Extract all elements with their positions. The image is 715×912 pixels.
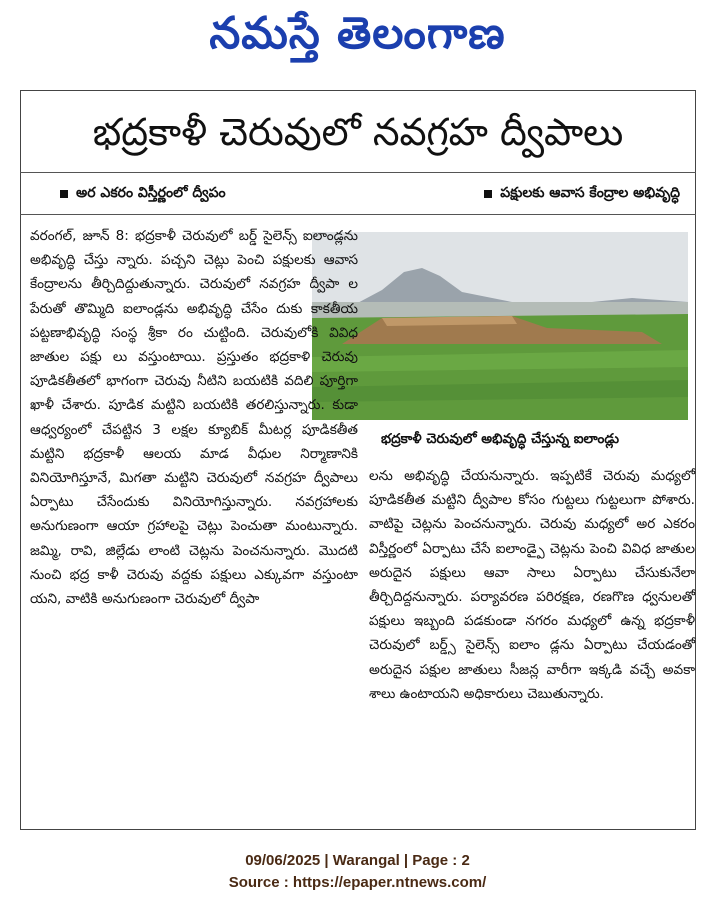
subheads bbox=[60, 180, 680, 208]
subhead-text: పక్షులకు ఆవాస కేంద్రాల అభివృద్ధి bbox=[500, 184, 680, 201]
lake-island-photo bbox=[312, 232, 688, 420]
photo-caption: భద్రకాళీ చెరువులో అభివృద్ధి చేస్తున్న ఐలాండ్లు bbox=[380, 430, 620, 447]
footer-date-edition: 09/06/2025 | Warangal | Page : 2 bbox=[245, 852, 470, 869]
article-column-1 bbox=[30, 224, 358, 611]
subhead-text: అర ఎకరం విస్తీర్ణంలో ద్వీపం bbox=[76, 184, 226, 201]
article-photo bbox=[312, 232, 688, 420]
subhead-divider bbox=[20, 214, 696, 215]
headline: భద్రకాళీ చెరువులో నవగ్రహ ద్వీపాలు bbox=[92, 110, 624, 154]
article-paragraph: వరంగల్, జూన్ 8: భద్రకాళీ చెరువులో బర్డ్ సైలెన్స్ ఐలాండ్లను అభివృద్ధి చేస్తు న్నారు. పచ్చని చెట్లు పెంచి పక్షులకు ఆవాస కేంద్రాలను తీర్చిదిద్దుతున్నారు. చెరువులో నవగ్రహ ద్వీపా ల పేరుతో తొమ్మిది ఐలాండ్లను అభివృద్ధి చేసేం దుకు కాకతీయ పట్టణాభివృద్ధి సంస్థ శ్రీకా రం చుట్టింది. చెరువులోకి వివిధ జాతుల పక్షు లు వస్తుంటాయి. ప్రస్తుతం భద్రకాళి చెరువు పూడికతీతలో భాగంగా చెరువు నీటిని బయటికి వదిలి పూర్తిగా ఖాళీ చేశారు. పూడిక మట్టిని బయటికి తరలిస్తున్నారు. కుడా ఆధ్వర్యంలో చేపట్టిన 3 లక్షల క్యూబిక్ మీటర్ల పూడికతీత మట్టిని భద్రకాళీ ఆలయ మాడ వీధుల నిర్మాణానికి వినియోగిస్తూనే, మిగతా మట్టిని చెరువులో నవగ్రహ ద్వీపాలు ఏర్పాటు చేసేందుకు వినియోగిస్తున్నారు. నవగ్రహాలకు అనుగుణంగా ఆయా గ్రహాలపై చెట్లు పెంచుతా మంటున్నారు. జమ్మి, రావి, జిల్లేడు లాంటి చెట్లను పెంచనున్నారు. మొదటి నుంచి భద్ర కాళీ చెరువు వద్దకు పక్షులు ఎక్కువగా వస్తుంటా యని, వాటికి అనుగుణంగా చెరువులో ద్వీపా bbox=[30, 228, 358, 608]
square-bullet-icon bbox=[60, 190, 68, 198]
square-bullet-icon bbox=[484, 190, 492, 198]
masthead: నమస్తే తెలంగాణ bbox=[209, 8, 506, 59]
headline-divider bbox=[20, 172, 696, 173]
subhead-1 bbox=[60, 185, 226, 204]
footer-source: Source : https://epaper.ntnews.com/ bbox=[228, 874, 487, 891]
article-paragraph: లను అభివృద్ధి చేయనున్నారు. ఇప్పటికే చెరువు మధ్యలో పూడికతీత మట్టిని ద్వీపాల కోసం గుట్టలు గుట్టలుగా పోశారు. వాటిపై చెట్లను పెంచనున్నారు. చెరువు మధ్యలో అర ఎకరం విస్తీర్ణంలో ఏర్పాటు చేసే ఐలాండ్పై చెట్లను పెంచి వివిధ జాతుల అరుదైన పక్షులు ఆవా సాలు ఏర్పాటు చేసుకునేలా తీర్చిదిద్దనున్నారు. పర్యావరణ పరిరక్షణ, రణగొణ ధ్వనులతో పక్షులు ఇబ్బంది పడకుండా నగరం మధ్యలో ఉన్న భద్రకాళీ చెరువులో బర్డ్స్ సైలెన్స్ ఐలాం డ్లను ఏర్పాటు చేయడంతో అరుదైన పక్షుల జాతులు సీజన్ల వారీగా ఇక్కడి వచ్చే అవకా శాలు ఉంటాయని అధికారులు చెబుతున్నారు. bbox=[369, 468, 695, 702]
subhead-2 bbox=[484, 185, 680, 204]
article-column-2 bbox=[369, 464, 695, 706]
